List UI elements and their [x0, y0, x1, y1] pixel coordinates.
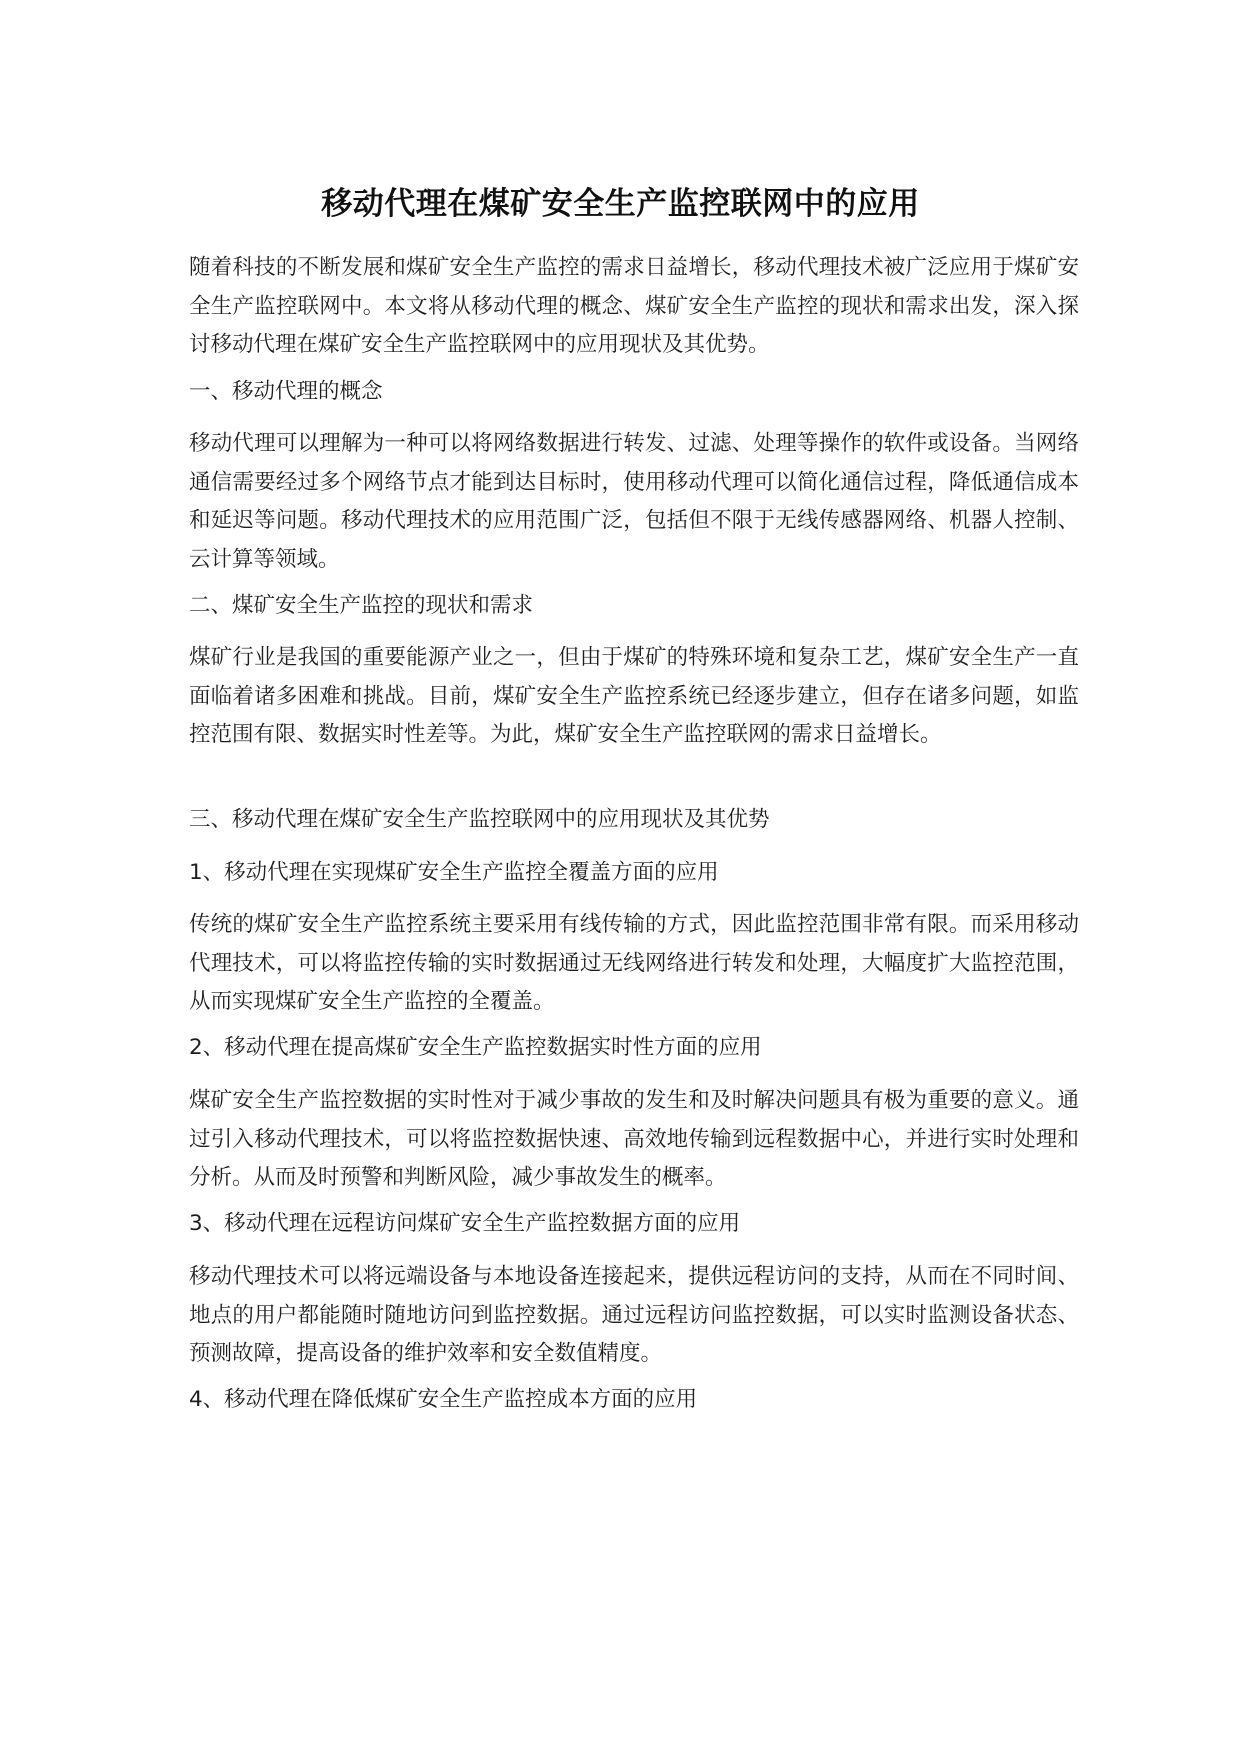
- subsection-1-paragraph: 传统的煤矿安全生产监控系统主要采用有线传输的方式，因此监控范围非常有限。而采用移动代理技术，可以将监控传输的实时数据通过无线网络进行转发和处理，大幅度扩大监控范围，从而实现煤矿安全生产监控的全覆盖。: [189, 912, 1079, 1014]
- subsection-4-heading: 4、移动代理在降低煤矿安全生产监控成本方面的应用: [189, 1387, 698, 1412]
- subsection-3-heading: 3、移动代理在远程访问煤矿安全生产监控数据方面的应用: [189, 1211, 741, 1236]
- section-1-paragraph: 移动代理可以理解为一种可以将网络数据进行转发、过滤、处理等操作的软件或设备。当网络通信需要经过多个网络节点才能到达目标时，使用移动代理可以简化通信过程，降低通信成本和延迟等问题。移动代理技术的应用范围广泛，包括但不限于无线传感器网络、机器人控制、云计算等领域。: [189, 431, 1079, 572]
- subsection-2-paragraph: 煤矿安全生产监控数据的实时性对于减少事故的发生和及时解决问题具有极为重要的意义。通过引入移动代理技术，可以将监控数据快速、高效地传输到远程数据中心，并进行实时处理和分析。从而及时预警和判断风险，减少事故发生的概率。: [189, 1088, 1079, 1190]
- section-3-heading: 三、移动代理在煤矿安全生产监控联网中的应用现状及其优势: [189, 807, 770, 832]
- section-1-heading: 一、移动代理的概念: [189, 379, 383, 404]
- intro-paragraph: 随着科技的不断发展和煤矿安全生产监控的需求日益增长，移动代理技术被广泛应用于煤矿安全生产监控联网中。本文将从移动代理的概念、煤矿安全生产监控的现状和需求出发，深入探讨移动代理在煤矿安全生产监控联网中的应用现状及其优势。: [189, 255, 1079, 357]
- document-title: 移动代理在煤矿安全生产监控联网中的应用: [321, 186, 920, 222]
- subsection-1-heading: 1、移动代理在实现煤矿安全生产监控全覆盖方面的应用: [189, 860, 719, 885]
- subsection-3-paragraph: 移动代理技术可以将远端设备与本地设备连接起来，提供远程访问的支持，从而在不同时间、地点的用户都能随时随地访问到监控数据。通过远程访问监控数据，可以实时监测设备状态、预测故障，提高设备的维护效率和安全数值精度。: [189, 1264, 1079, 1366]
- section-2-paragraph: 煤矿行业是我国的重要能源产业之一，但由于煤矿的特殊环境和复杂工艺，煤矿安全生产一直面临着诸多困难和挑战。目前，煤矿安全生产监控系统已经逐步建立，但存在诸多问题，如监控范围有限、数据实时性差等。为此，煤矿安全生产监控联网的需求日益增长。: [189, 645, 1079, 747]
- section-2-heading: 二、煤矿安全生产监控的现状和需求: [189, 593, 534, 618]
- subsection-2-heading: 2、移动代理在提高煤矿安全生产监控数据实时性方面的应用: [189, 1035, 762, 1060]
